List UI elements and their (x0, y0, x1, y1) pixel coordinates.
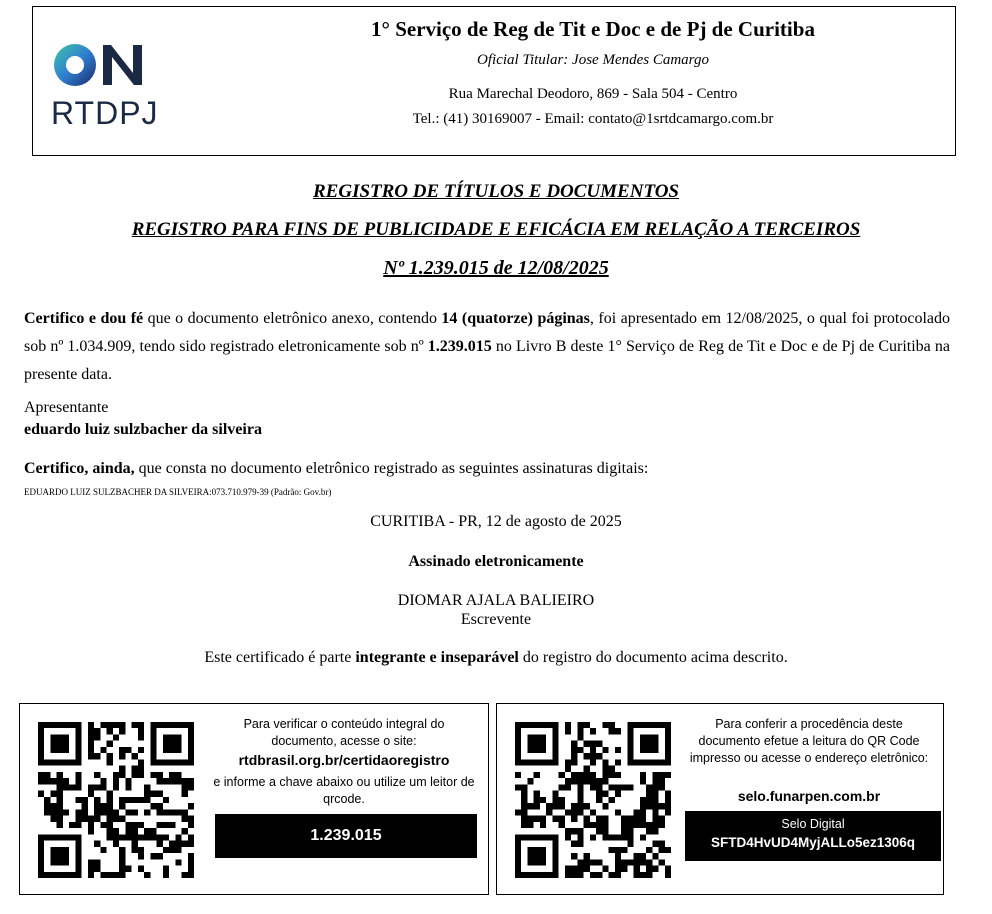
verify-key: 1.239.015 (215, 814, 477, 858)
cert-text-3: no Livro B deste 1° Serviço de Reg de Tit e Doc e de Pj de Curitiba na presente data. (24, 338, 951, 383)
seal-instructions: Para conferir a procedência deste documento efetue a leitura do QR Code impresso ou acesse o endereço eletrônico: (689, 717, 929, 765)
seal-box (496, 703, 944, 895)
cert-text-2: , foi apresentado em 12/08/2025, o qual foi protocolado sob nº 1.034.909, tendo sido registrado eletronicamente sob nº (24, 310, 951, 355)
logo-text: RTDPJ (51, 95, 159, 131)
verify-site-link[interactable]: rtdbrasil.org.br/certidaoregistro (238, 752, 450, 768)
verify-instructions: Para verificar o conteúdo integral do documento, acesse o site: (243, 717, 445, 748)
seal-qr-code[interactable] (515, 722, 671, 878)
seal-digital-label: Selo Digital (781, 817, 845, 831)
certificate-paragraph (24, 305, 950, 389)
verify-instructions-2: e informe a chave abaixo ou utilize um leitor de qrcode. (213, 775, 475, 806)
seal-site-link[interactable]: selo.funarpen.com.br (737, 788, 881, 804)
signer-name: DIOMAR AJALA BALIEIRO (397, 592, 595, 609)
signatures-paragraph (24, 455, 950, 483)
title-registro-number: Nº 1.239.015 de 12/08/2025 (383, 257, 609, 279)
cert-register-number: 1.239.015 (427, 338, 492, 355)
certificate-footer (0, 649, 992, 667)
verify-box (19, 703, 489, 895)
cert-ainda: Certifico, ainda, (24, 460, 135, 477)
office-title: 1° Serviço de Reg de Tit e Doc e de Pj de Curitiba (371, 17, 815, 41)
title-registro-publicidade: REGISTRO PARA FINS DE PUBLICIDADE E EFICÁCIA EM RELAÇÃO A TERCEIROS (131, 219, 861, 240)
office-contact: Tel.: (41) 30169007 - Email: contato@1srtdcamargo.com.br (412, 111, 774, 127)
oficial-titular: Oficial Titular: Jose Mendes Camargo (477, 52, 709, 68)
signed-electronically: Assinado eletronicamente (408, 553, 584, 570)
cert-bold-1: Certifico e dou fé (24, 310, 144, 327)
presenter-name: eduardo luiz sulzbacher da silveira (24, 421, 262, 438)
footer-bold: integrante e inseparável (355, 649, 519, 666)
title-registro-titulos: REGISTRO DE TÍTULOS E DOCUMENTOS (313, 181, 679, 202)
verify-qr-code[interactable] (38, 722, 194, 878)
seal-digital-code: SFTD4HvUD4MyjALLo5ez1306q (710, 835, 916, 850)
signer-role: Escrevente (460, 611, 532, 628)
footer-text-1: Este certificado é parte (204, 649, 356, 666)
signatures-text: que consta no documento eletrônico registrado as seguintes assinaturas digitais: (134, 460, 649, 477)
presenter-label: Apresentante (24, 399, 109, 416)
footer-text-2: do registro do documento acima descrito. (518, 649, 788, 666)
digital-signature-line: EDUARDO LUIZ SULZBACHER DA SILVEIRA:073.710.979-39 (Padrão: Gov.br) (24, 487, 332, 497)
cert-text-1: que o documento eletrônico anexo, contendo (143, 310, 442, 327)
header-box (32, 6, 956, 156)
office-address: Rua Marechal Deodoro, 869 - Sala 504 - Centro (448, 86, 738, 102)
place-date: CURITIBA - PR, 12 de agosto de 2025 (370, 513, 622, 530)
seal-digital-box (685, 811, 941, 861)
cert-pages: 14 (quatorze) páginas (441, 310, 590, 327)
